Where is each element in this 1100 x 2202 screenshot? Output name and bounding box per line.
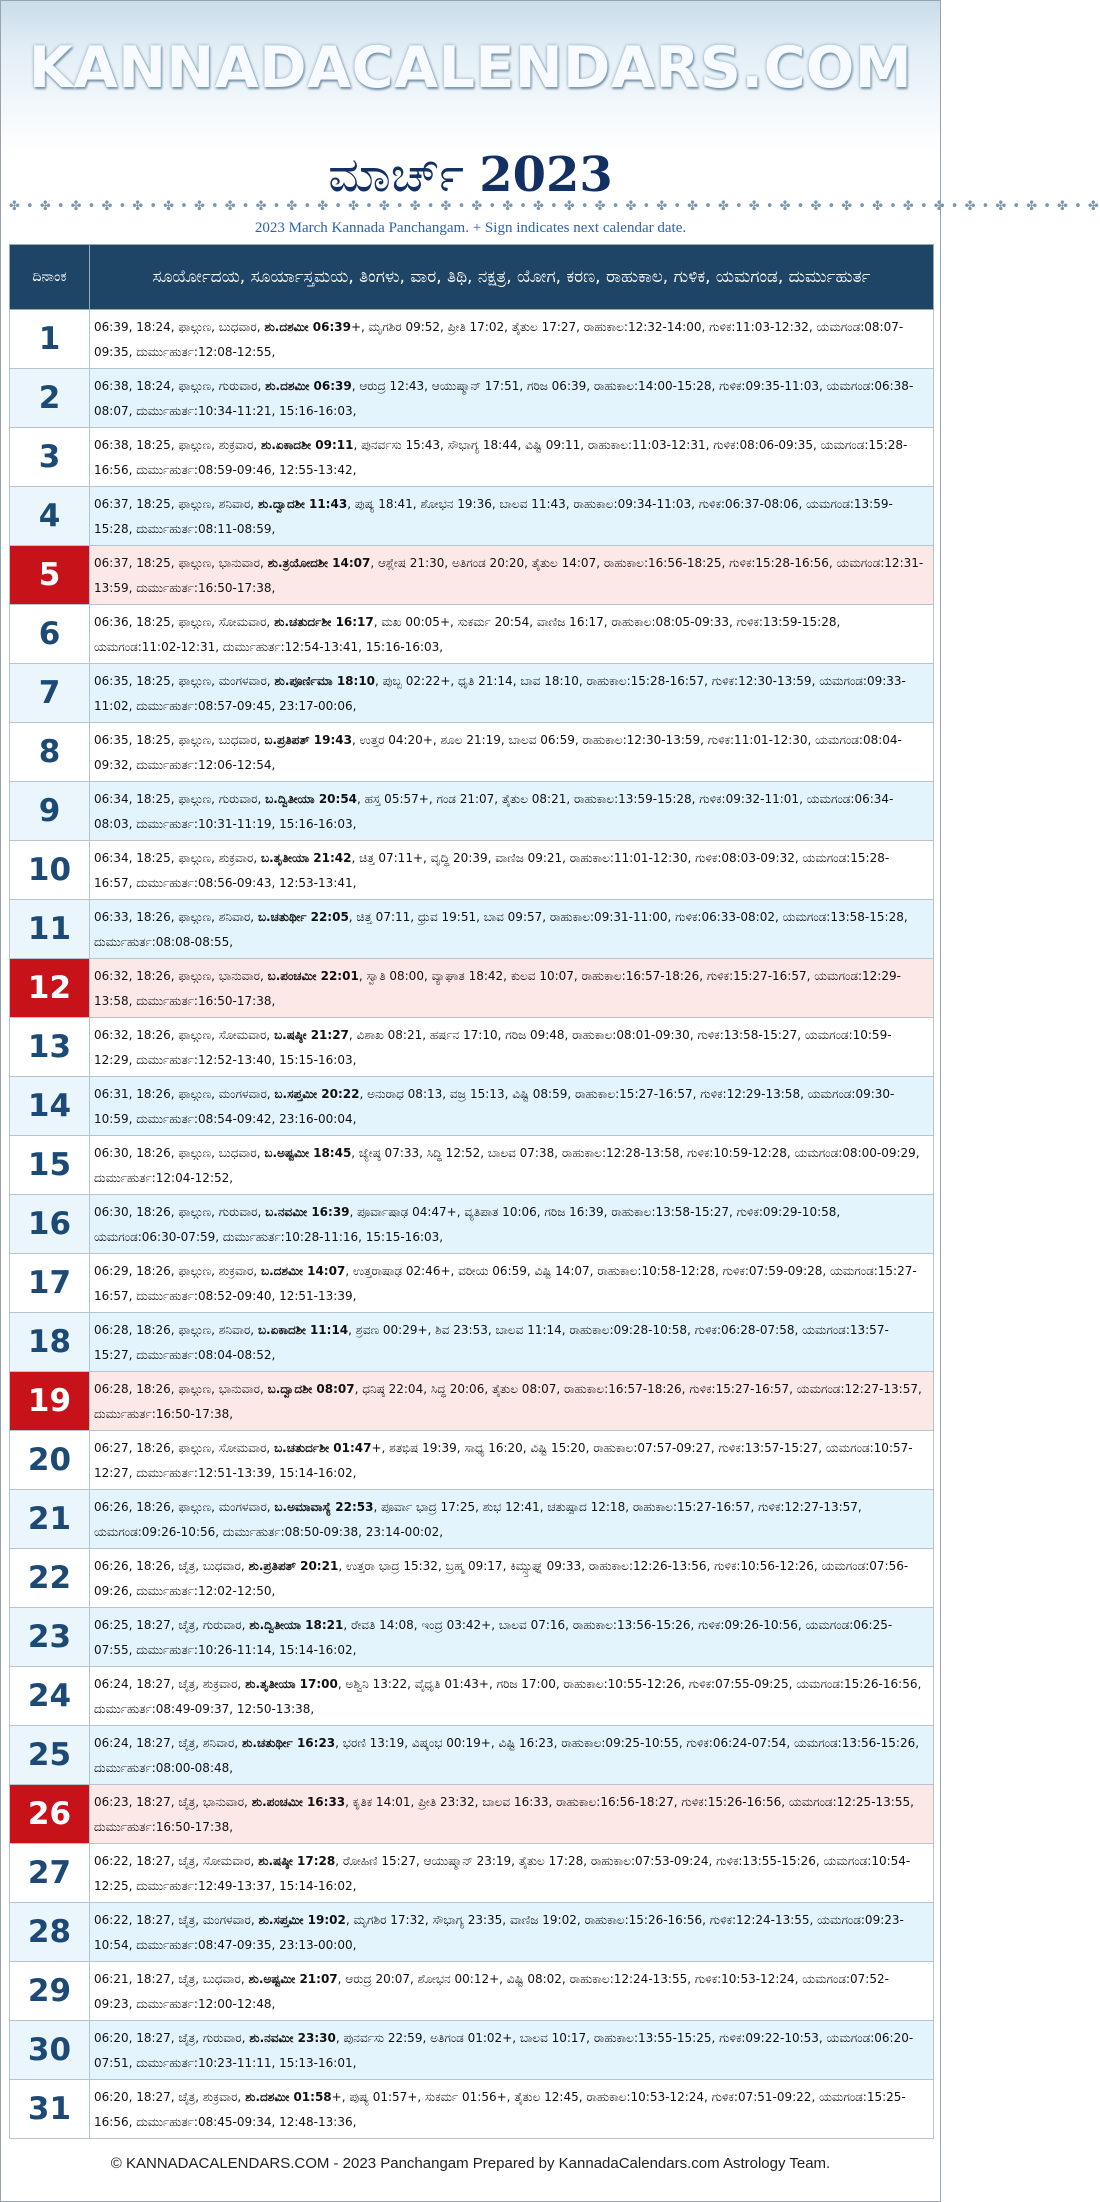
table-row	[10, 782, 934, 841]
table-row	[10, 1490, 934, 1549]
tithi: ಶು.ದ್ವಿತೀಯಾ 18:21	[249, 1617, 344, 1632]
day-details	[90, 1313, 934, 1372]
tithi: ಬ.ಪ್ರತಿಪತ್ 19:43	[264, 732, 352, 747]
table-row	[10, 605, 934, 664]
details-rest: , ಆಶ್ಲೇಷ 21:30, ಅತಿಗಂಡ 20:20, ತೈತುಲ 14:07, ರಾಹುಕಾಲ:16:56-18:25, ಗುಳಿಕ:15:28-16:56, ಯಮಗಂಡ:12:31-13:59, ದುರ್ಮುಹುರ್ತ:16:50-17:38,	[94, 555, 924, 595]
day-number: 28	[10, 1903, 90, 1962]
tithi: ಶು.ಪ್ರತಿಪತ್ 20:21	[248, 1558, 339, 1573]
details-rest: +, ಮೃಗಶಿರ 09:52, ಪ್ರೀತಿ 17:02, ತೈತುಲ 17:27, ರಾಹುಕಾಲ:12:32-14:00, ಗುಳಿಕ:11:03-12:32, ಯಮಗಂಡ:08:07-09:35, ದುರ್ಮುಹುರ್ತ:12:08-12:55,	[94, 319, 904, 359]
day-details	[90, 1254, 934, 1313]
panchangam-table	[9, 244, 934, 2139]
table-row	[10, 723, 934, 782]
day-number: 13	[10, 1018, 90, 1077]
day-details	[90, 428, 934, 487]
day-number: 10	[10, 841, 90, 900]
day-number: 18	[10, 1313, 90, 1372]
details-prefix: 06:36, 18:25, ಫಾಲ್ಗುಣ, ಸೋಮವಾರ,	[94, 614, 275, 629]
day-number: 6	[10, 605, 90, 664]
table-row	[10, 2080, 934, 2139]
tithi: ಶು.ದಶಮೀ 06:39	[265, 378, 352, 393]
header-day: ದಿನಾಂಕ	[10, 245, 90, 310]
day-number: 25	[10, 1726, 90, 1785]
table-row	[10, 1549, 934, 1608]
details-rest: , ಜ್ಯೇಷ್ಠ 07:33, ಸಿದ್ಧಿ 12:52, ಬಾಲವ 07:38, ರಾಹುಕಾಲ:12:28-13:58, ಗುಳಿಕ:10:59-12:28, ಯಮಗಂಡ:08:00-09:29, ದುರ್ಮುಹುರ್ತ:12:04-12:52,	[94, 1145, 920, 1185]
tithi: ಶು.ದಶಮೀ 06:39	[264, 319, 351, 334]
details-prefix: 06:35, 18:25, ಫಾಲ್ಗುಣ, ಬುಧವಾರ,	[94, 732, 265, 747]
tithi: ಶು.ಪಂಚಮೀ 16:33	[251, 1794, 346, 1809]
table-row	[10, 1431, 934, 1490]
day-number: 16	[10, 1195, 90, 1254]
details-rest: , ಹಸ್ತ 05:57+, ಗಂಡ 21:07, ತೈತುಲ 08:21, ರಾಹುಕಾಲ:13:59-15:28, ಗುಳಿಕ:09:32-11:01, ಯಮಗಂಡ:06:34-08:03, ದುರ್ಮುಹುರ್ತ:10:31-11:19, 15:16-16:03,	[94, 791, 894, 831]
details-prefix: 06:30, 18:26, ಫಾಲ್ಗುಣ, ಗುರುವಾರ,	[94, 1204, 266, 1219]
details-prefix: 06:22, 18:27, ಚೈತ್ರ, ಸೋಮವಾರ,	[94, 1853, 259, 1868]
site-title[interactable]: KANNADACALENDARS.COM	[28, 35, 913, 101]
day-details	[90, 1903, 934, 1962]
table-row	[10, 1136, 934, 1195]
details-rest: , ರೇವತಿ 14:08, ಇಂದ್ರ 03:42+, ಬಾಲವ 07:16, ರಾಹುಕಾಲ:13:56-15:26, ಗುಳಿಕ:09:26-10:56, ಯಮಗಂಡ:06:25-07:55, ದುರ್ಮುಹುರ್ತ:10:26-11:14, 15:14-16:02,	[94, 1617, 893, 1657]
details-prefix: 06:26, 18:26, ಚೈತ್ರ, ಬುಧವಾರ,	[94, 1558, 249, 1573]
table-row	[10, 1785, 934, 1844]
details-rest: , ಪುನರ್ವಸು 22:59, ಅತಿಗಂಡ 01:02+, ಬಾಲವ 10:17, ರಾಹುಕಾಲ:13:55-15:25, ಗುಳಿಕ:09:22-10:53, ಯಮಗಂಡ:06:20-07:51, ದುರ್ಮುಹುರ್ತ:10:23-11:11, 15:13-16:01,	[94, 2030, 914, 2070]
details-prefix: 06:37, 18:25, ಫಾಲ್ಗುಣ, ಶನಿವಾರ,	[94, 496, 258, 511]
table-row	[10, 1313, 934, 1372]
tithi: ಶು.ಚತುರ್ಥೀ 16:23	[242, 1735, 336, 1750]
details-rest: , ಚಿತ್ತ 07:11, ಧ್ರುವ 19:51, ಬಾವ 09:57, ರಾಹುಕಾಲ:09:31-11:00, ಗುಳಿಕ:06:33-08:02, ಯಮಗಂಡ:13:58-15:28, ದುರ್ಮುಹುರ್ತ:08:08-08:55,	[94, 909, 908, 949]
details-rest: , ಧನಿಷ್ಠ 22:04, ಸಿದ್ಧ 20:06, ತೈತುಲ 08:07, ರಾಹುಕಾಲ:16:57-18:26, ಗುಳಿಕ:15:27-16:57, ಯಮಗಂಡ:12:27-13:57, ದುರ್ಮುಹುರ್ತ:16:50-17:38,	[94, 1381, 922, 1421]
day-details	[90, 664, 934, 723]
day-details	[90, 959, 934, 1018]
day-number: 29	[10, 1962, 90, 2021]
decorative-ornament: ✤ • ✤ • ✤ • ✤ • ✤ • ✤ • ✤ • ✤ • ✤ • ✤ • ✤ • ✤ • ✤ • ✤ • ✤ • ✤ • ✤ • ✤ • ✤ • ✤ • ✤ • ✤ • ✤ • ✤ • ✤ • ✤ • ✤ • ✤ • ✤ • ✤ • ✤ • ✤ • ✤ • ✤ • ✤ • ✤	[9, 199, 1100, 214]
day-number: 2	[10, 369, 90, 428]
details-prefix: 06:29, 18:26, ಫಾಲ್ಗುಣ, ಶುಕ್ರವಾರ,	[94, 1263, 261, 1278]
details-rest: , ಭರಣಿ 13:19, ವಿಷ್ಕಂಭ 00:19+, ವಿಷ್ಟಿ 16:23, ರಾಹುಕಾಲ:09:25-10:55, ಗುಳಿಕ:06:24-07:54, ಯಮಗಂಡ:13:56-15:26, ದುರ್ಮುಹುರ್ತ:08:00-08:48,	[94, 1735, 920, 1775]
tithi: ಬ.ಪಂಚಮೀ 22:01	[267, 968, 359, 983]
details-rest: , ಉತ್ತರ 04:20+, ಶೂಲ 21:19, ಬಾಲವ 06:59, ರಾಹುಕಾಲ:12:30-13:59, ಗುಳಿಕ:11:01-12:30, ಯಮಗಂಡ:08:04-09:32, ದುರ್ಮುಹುರ್ತ:12:06-12:54,	[94, 732, 902, 772]
day-number: 17	[10, 1254, 90, 1313]
day-details	[90, 841, 934, 900]
tithi: ಬ.ಅಮಾವಾಸ್ಯೆ 22:53	[274, 1499, 374, 1514]
details-rest: , ಮಖ 00:05+, ಸುಕರ್ಮ 20:54, ವಾಣಿಜ 16:17, ರಾಹುಕಾಲ:08:05-09:33, ಗುಳಿಕ:13:59-15:28, ಯಮಗಂಡ:11:02-12:31, ದುರ್ಮುಹುರ್ತ:12:54-13:41, 15:16-16:03,	[94, 614, 841, 654]
day-number: 22	[10, 1549, 90, 1608]
table-row	[10, 959, 934, 1018]
tithi: ಬ.ಸಪ್ತಮೀ 20:22	[274, 1086, 360, 1101]
details-prefix: 06:25, 18:27, ಚೈತ್ರ, ಗುರುವಾರ,	[94, 1617, 250, 1632]
table-row	[10, 2021, 934, 2080]
tithi: ಶು.ಚತುರ್ದಶೀ 16:17	[274, 614, 374, 629]
details-prefix: 06:31, 18:26, ಫಾಲ್ಗುಣ, ಮಂಗಳವಾರ,	[94, 1086, 275, 1101]
day-details	[90, 1077, 934, 1136]
details-rest: , ಅಶ್ವಿನಿ 13:22, ವೈಧೃತಿ 01:43+, ಗರಿಜ 17:00, ರಾಹುಕಾಲ:10:55-12:26, ಗುಳಿಕ:07:55-09:25, ಯಮಗಂಡ:15:26-16:56, ದುರ್ಮುಹುರ್ತ:08:49-09:37, 12:50-13:38,	[94, 1676, 922, 1716]
day-details	[90, 2021, 934, 2080]
table-body	[10, 310, 934, 2139]
table-row	[10, 1372, 934, 1431]
day-details	[90, 487, 934, 546]
day-details	[90, 310, 934, 369]
day-details	[90, 1431, 934, 1490]
day-details	[90, 1018, 934, 1077]
details-prefix: 06:23, 18:27, ಚೈತ್ರ, ಭಾನುವಾರ,	[94, 1794, 252, 1809]
table-row	[10, 310, 934, 369]
table-row	[10, 369, 934, 428]
day-details	[90, 1962, 934, 2021]
details-prefix: 06:32, 18:26, ಫಾಲ್ಗುಣ, ಸೋಮವಾರ,	[94, 1027, 275, 1042]
details-rest: , ಅನುರಾಧ 08:13, ವಜ್ರ 15:13, ವಿಷ್ಟಿ 08:59, ರಾಹುಕಾಲ:15:27-16:57, ಗುಳಿಕ:12:29-13:58, ಯಮಗಂಡ:09:30-10:59, ದುರ್ಮುಹುರ್ತ:08:54-09:42, 23:16-00:04,	[94, 1086, 895, 1126]
details-prefix: 06:34, 18:25, ಫಾಲ್ಗುಣ, ಶುಕ್ರವಾರ,	[94, 850, 261, 865]
tithi: ಶು.ನವಮೀ 23:30	[249, 2030, 336, 2045]
table-row	[10, 664, 934, 723]
tithi: ಶು.ದಶಮೀ 01:58	[245, 2089, 332, 2104]
tithi: ಬ.ಏಕಾದಶೀ 11:14	[257, 1322, 349, 1337]
details-prefix: 06:27, 18:26, ಫಾಲ್ಗುಣ, ಸೋಮವಾರ,	[94, 1440, 275, 1455]
day-details	[90, 1667, 934, 1726]
day-number: 8	[10, 723, 90, 782]
details-prefix: 06:37, 18:25, ಫಾಲ್ಗುಣ, ಭಾನುವಾರ,	[94, 555, 268, 570]
day-number: 27	[10, 1844, 90, 1903]
table-row	[10, 428, 934, 487]
tithi: ಬ.ದ್ವಿತೀಯಾ 20:54	[265, 791, 358, 806]
details-prefix: 06:39, 18:24, ಫಾಲ್ಗುಣ, ಬುಧವಾರ,	[94, 319, 265, 334]
tithi: ಶು.ಸಪ್ತಮೀ 19:02	[258, 1912, 346, 1927]
table-row	[10, 1077, 934, 1136]
day-number: 12	[10, 959, 90, 1018]
day-number: 19	[10, 1372, 90, 1431]
details-prefix: 06:24, 18:27, ಚೈತ್ರ, ಶನಿವಾರ,	[94, 1735, 243, 1750]
day-details	[90, 2080, 934, 2139]
details-prefix: 06:28, 18:26, ಫಾಲ್ಗುಣ, ಭಾನುವಾರ,	[94, 1381, 268, 1396]
table-header-row	[10, 245, 934, 310]
details-prefix: 06:38, 18:24, ಫಾಲ್ಗುಣ, ಗುರುವಾರ,	[94, 378, 266, 393]
day-details	[90, 723, 934, 782]
tithi: ಶು.ಏಕಾದಶೀ 09:11	[260, 437, 354, 452]
day-details	[90, 1372, 934, 1431]
day-number: 15	[10, 1136, 90, 1195]
day-number: 24	[10, 1667, 90, 1726]
details-prefix: 06:33, 18:26, ಫಾಲ್ಗುಣ, ಶನಿವಾರ,	[94, 909, 258, 924]
day-details	[90, 546, 934, 605]
tithi: ಶು.ತ್ರಯೋದಶೀ 14:07	[267, 555, 371, 570]
month-name: ಮಾರ್ಚ್	[328, 147, 464, 203]
day-number: 21	[10, 1490, 90, 1549]
details-rest: , ಪೂರ್ವಾ ಭಾದ್ರ 17:25, ಶುಭ 12:41, ಚತುಷ್ಪಾದ 12:18, ರಾಹುಕಾಲ:15:27-16:57, ಗುಳಿಕ:12:27-13:57, ಯಮಗಂಡ:09:26-10:56, ದುರ್ಮುಹುರ್ತ:08:50-09:38, 23:14-00:02,	[94, 1499, 862, 1539]
details-rest: , ರೋಹಿಣಿ 15:27, ಆಯುಷ್ಮಾನ್ 23:19, ತೈತುಲ 17:28, ರಾಹುಕಾಲ:07:53-09:24, ಗುಳಿಕ:13:55-15:26, ಯಮಗಂಡ:10:54-12:25, ದುರ್ಮುಹುರ್ತ:12:49-13:37, 15:14-16:02,	[94, 1853, 911, 1893]
tithi: ಬ.ದ್ವಾದಶೀ 08:07	[267, 1381, 355, 1396]
details-prefix: 06:22, 18:27, ಚೈತ್ರ, ಮಂಗಳವಾರ,	[94, 1912, 259, 1927]
footer-copyright: © KANNADACALENDARS.COM - 2023 Panchangam Prepared by KannadaCalendars.com Astrology Team.	[110, 2155, 831, 2172]
day-details	[90, 1490, 934, 1549]
day-details	[90, 900, 934, 959]
details-prefix: 06:38, 18:25, ಫಾಲ್ಗುಣ, ಶುಕ್ರವಾರ,	[94, 437, 261, 452]
details-rest: , ಪೂರ್ವಾಷಾಢ 04:47+, ವ್ಯತಿಪಾತ 10:06, ಗರಿಜ 16:39, ರಾಹುಕಾಲ:13:58-15:27, ಗುಳಿಕ:09:29-10:58, ಯಮಗಂಡ:06:30-07:59, ದುರ್ಮುಹುರ್ತ:10:28-11:16, 15:15-16:03,	[94, 1204, 841, 1244]
details-rest: , ಪುನರ್ವಸು 15:43, ಸೌಭಾಗ್ಯ 18:44, ವಿಷ್ಟಿ 09:11, ರಾಹುಕಾಲ:11:03-12:31, ಗುಳಿಕ:08:06-09:35, ಯಮಗಂಡ:15:28-16:56, ದುರ್ಮುಹುರ್ತ:08:59-09:46, 12:55-13:42,	[94, 437, 908, 477]
details-rest: , ಆರುದ್ರ 20:07, ಶೋಭನ 00:12+, ವಿಷ್ಟಿ 08:02, ರಾಹುಕಾಲ:12:24-13:55, ಗುಳಿಕ:10:53-12:24, ಯಮಗಂಡ:07:52-09:23, ದುರ್ಮುಹುರ್ತ:12:00-12:48,	[94, 1971, 889, 2011]
details-prefix: 06:35, 18:25, ಫಾಲ್ಗುಣ, ಮಂಗಳವಾರ,	[94, 673, 275, 688]
table-row	[10, 1726, 934, 1785]
details-rest: , ಚಿತ್ತ 07:11+, ವೃದ್ಧಿ 20:39, ವಾಣಿಜ 09:21, ರಾಹುಕಾಲ:11:01-12:30, ಗುಳಿಕ:08:03-09:32, ಯಮಗಂಡ:15:28-16:57, ದುರ್ಮುಹುರ್ತ:08:56-09:43, 12:53-13:41,	[94, 850, 890, 890]
details-prefix: 06:20, 18:27, ಚೈತ್ರ, ಗುರುವಾರ,	[94, 2030, 250, 2045]
table-row	[10, 1667, 934, 1726]
day-number: 3	[10, 428, 90, 487]
details-rest: , ಪುಬ್ಬ 02:22+, ಧೃತಿ 21:14, ಬಾವ 18:10, ರಾಹುಕಾಲ:15:28-16:57, ಗುಳಿಕ:12:30-13:59, ಯಮಗಂಡ:09:33-11:02, ದುರ್ಮುಹುರ್ತ:08:57-09:45, 23:17-00:06,	[94, 673, 906, 713]
tithi: ಬ.ಅಷ್ಟಮೀ 18:45	[264, 1145, 352, 1160]
details-rest: , ಶ್ರವಣ 00:29+, ಶಿವ 23:53, ಬಾಲವ 11:14, ರಾಹುಕಾಲ:09:28-10:58, ಗುಳಿಕ:06:28-07:58, ಯಮಗಂಡ:13:57-15:27, ದುರ್ಮುಹುರ್ತ:08:04-08:52,	[94, 1322, 889, 1362]
day-number: 11	[10, 900, 90, 959]
tithi: ಶು.ದ್ವಾದಶೀ 11:43	[257, 496, 348, 511]
tithi: ಬ.ದಶಮೀ 14:07	[260, 1263, 346, 1278]
details-rest: , ಆರುದ್ರ 12:43, ಆಯುಷ್ಮಾನ್ 17:51, ಗರಿಜ 06:39, ರಾಹುಕಾಲ:14:00-15:28, ಗುಳಿಕ:09:35-11:03, ಯಮಗಂಡ:06:38-08:07, ದುರ್ಮುಹುರ್ತ:10:34-11:21, 15:16-16:03,	[94, 378, 914, 418]
day-details	[90, 1195, 934, 1254]
details-rest: +, ಶತಭಿಷ 19:39, ಸಾಧ್ಯ 16:20, ವಿಷ್ಟಿ 15:20, ರಾಹುಕಾಲ:07:57-09:27, ಗುಳಿಕ:13:57-15:27, ಯಮಗಂಡ:10:57-12:27, ದುರ್ಮುಹುರ್ತ:12:51-13:39, 15:14-16:02,	[94, 1440, 913, 1480]
details-rest: +, ಪುಷ್ಯ 01:57+, ಸುಕರ್ಮ 01:56+, ತೈತುಲ 12:45, ರಾಹುಕಾಲ:10:53-12:24, ಗುಳಿಕ:07:51-09:22, ಯಮಗಂಡ:15:25-16:56, ದುರ್ಮುಹುರ್ತ:08:45-09:34, 12:48-13:36,	[94, 2089, 906, 2129]
month-title	[1, 147, 940, 204]
day-number: 5	[10, 546, 90, 605]
table-row	[10, 1962, 934, 2021]
day-number: 20	[10, 1431, 90, 1490]
details-prefix: 06:28, 18:26, ಫಾಲ್ಗುಣ, ಶನಿವಾರ,	[94, 1322, 258, 1337]
day-number: 4	[10, 487, 90, 546]
tithi: ಶು.ಷಷ್ಠೀ 17:28	[258, 1853, 336, 1868]
details-prefix: 06:26, 18:26, ಫಾಲ್ಗುಣ, ಮಂಗಳವಾರ,	[94, 1499, 275, 1514]
details-rest: , ಮೃಗಶಿರ 17:32, ಸೌಭಾಗ್ಯ 23:35, ವಾಣಿಜ 19:02, ರಾಹುಕಾಲ:15:26-16:56, ಗುಳಿಕ:12:24-13:55, ಯಮಗಂಡ:09:23-10:54, ದುರ್ಮುಹುರ್ತ:08:47-09:35, 23:13-00:00,	[94, 1912, 904, 1952]
day-number: 7	[10, 664, 90, 723]
details-prefix: 06:21, 18:27, ಚೈತ್ರ, ಬುಧವಾರ,	[94, 1971, 249, 1986]
day-details	[90, 605, 934, 664]
day-details	[90, 782, 934, 841]
tithi: ಬ.ತೃತೀಯಾ 21:42	[260, 850, 352, 865]
day-details	[90, 1844, 934, 1903]
year: 2023	[479, 147, 613, 203]
details-prefix: 06:30, 18:26, ಫಾಲ್ಗುಣ, ಬುಧವಾರ,	[94, 1145, 265, 1160]
table-row	[10, 841, 934, 900]
details-prefix: 06:34, 18:25, ಫಾಲ್ಗುಣ, ಗುರುವಾರ,	[94, 791, 266, 806]
day-details	[90, 1785, 934, 1844]
table-row	[10, 1844, 934, 1903]
tithi: ಬ.ಚತುರ್ದಶೀ 01:47	[274, 1440, 372, 1455]
day-number: 23	[10, 1608, 90, 1667]
tithi: ಬ.ಚತುರ್ಥೀ 22:05	[257, 909, 349, 924]
details-prefix: 06:32, 18:26, ಫಾಲ್ಗುಣ, ಭಾನುವಾರ,	[94, 968, 268, 983]
day-number: 30	[10, 2021, 90, 2080]
tithi: ಶು.ತೃತೀಯಾ 17:00	[245, 1676, 338, 1691]
panchangam-table-wrap	[9, 244, 934, 2139]
table-row	[10, 900, 934, 959]
details-rest: , ಉತ್ತರಾ ಭಾದ್ರ 15:32, ಬ್ರಹ್ಮ 09:17, ಕಿಮ್ಸ್ತುಘ್ನ 09:33, ರಾಹುಕಾಲ:12:26-13:56, ಗುಳಿಕ:10:56-12:26, ಯಮಗಂಡ:07:56-09:26, ದುರ್ಮುಹುರ್ತ:12:02-12:50,	[94, 1558, 909, 1598]
details-rest: , ಪುಷ್ಯ 18:41, ಶೋಭನ 19:36, ಬಾಲವ 11:43, ರಾಹುಕಾಲ:09:34-11:03, ಗುಳಿಕ:06:37-08:06, ಯಮಗಂಡ:13:59-15:28, ದುರ್ಮುಹುರ್ತ:08:11-08:59,	[94, 496, 893, 536]
header-details: ಸೂರ್ಯೋದಯ, ಸೂರ್ಯಾಸ್ತಮಯ, ತಿಂಗಳು, ವಾರ, ತಿಥಿ, ನಕ್ಷತ್ರ, ಯೋಗ, ಕರಣ, ರಾಹುಕಾಲ, ಗುಳಿಕ, ಯಮಗಂಡ, ದುರ್ಮುಹುರ್ತ	[90, 245, 934, 310]
day-details	[90, 1608, 934, 1667]
day-details	[90, 1726, 934, 1785]
details-rest: , ಕೃತಿಕ 14:01, ಪ್ರೀತಿ 23:32, ಬಾಲವ 16:33, ರಾಹುಕಾಲ:16:56-18:27, ಗುಳಿಕ:15:26-16:56, ಯಮಗಂಡ:12:25-13:55, ದುರ್ಮುಹುರ್ತ:16:50-17:38,	[94, 1794, 914, 1834]
header-banner	[1, 1, 1100, 249]
table-row	[10, 1195, 934, 1254]
tithi: ಶು.ಅಷ್ಟಮೀ 21:07	[248, 1971, 338, 1986]
details-rest: , ವಿಶಾಖ 08:21, ಹರ್ಷನ 17:10, ಗರಿಜ 09:48, ರಾಹುಕಾಲ:08:01-09:30, ಗುಳಿಕ:13:58-15:27, ಯಮಗಂಡ:10:59-12:29, ದುರ್ಮುಹುರ್ತ:12:52-13:40, 15:15-16:03,	[94, 1027, 892, 1067]
table-row	[10, 1608, 934, 1667]
details-rest: , ಸ್ವಾತಿ 08:00, ವ್ಯಾಘಾತ 18:42, ಕುಲವ 10:07, ರಾಹುಕಾಲ:16:57-18:26, ಗುಳಿಕ:15:27-16:57, ಯಮಗಂಡ:12:29-13:58, ದುರ್ಮುಹುರ್ತ:16:50-17:38,	[94, 968, 901, 1008]
day-details	[90, 1136, 934, 1195]
day-details	[90, 369, 934, 428]
day-number: 14	[10, 1077, 90, 1136]
day-details	[90, 1549, 934, 1608]
day-number: 26	[10, 1785, 90, 1844]
table-row	[10, 487, 934, 546]
day-number: 9	[10, 782, 90, 841]
table-row	[10, 1903, 934, 1962]
details-prefix: 06:20, 18:27, ಚೈತ್ರ, ಶುಕ್ರವಾರ,	[94, 2089, 246, 2104]
table-row	[10, 1254, 934, 1313]
details-rest: , ಉತ್ತರಾಷಾಢ 02:46+, ವರೀಯ 06:59, ವಿಷ್ಟಿ 14:07, ರಾಹುಕಾಲ:10:58-12:28, ಗುಳಿಕ:07:59-09:28, ಯಮಗಂಡ:15:27-16:57, ದುರ್ಮುಹುರ್ತ:08:52-09:40, 12:51-13:39,	[94, 1263, 917, 1303]
day-number: 31	[10, 2080, 90, 2139]
tithi: ಶು.ಪೂರ್ಣಿಮಾ 18:10	[274, 673, 376, 688]
day-number: 1	[10, 310, 90, 369]
tithi: ಬ.ನವಮೀ 16:39	[265, 1204, 350, 1219]
table-row	[10, 1018, 934, 1077]
page-subtitle: 2023 March Kannada Panchangam. + Sign indicates next calendar date.	[254, 220, 687, 236]
table-row	[10, 546, 934, 605]
tithi: ಬ.ಷಷ್ಠೀ 21:27	[274, 1027, 349, 1042]
details-prefix: 06:24, 18:27, ಚೈತ್ರ, ಶುಕ್ರವಾರ,	[94, 1676, 246, 1691]
